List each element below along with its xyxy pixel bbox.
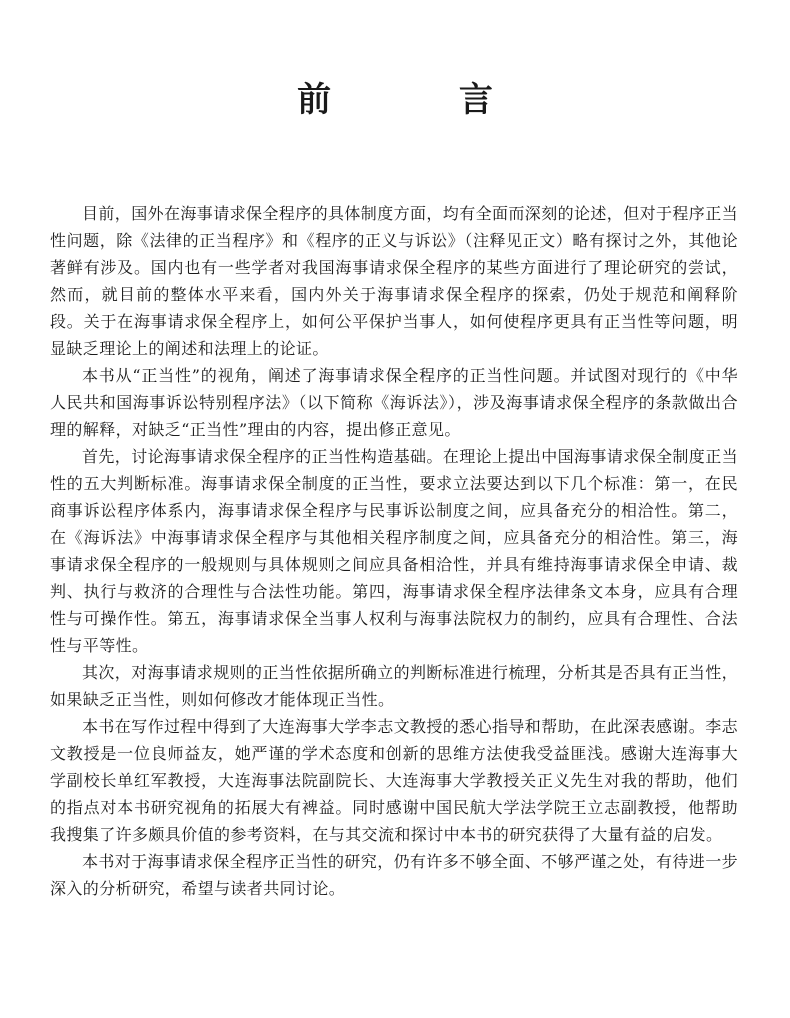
paragraph-4: 其次，对海事请求规则的正当性依据所确立的判断标准进行梳理，分析其是否具有正当性，如果缺乏正当性，则如何修改才能体现正当性。 — [50, 663, 739, 709]
paragraph-1: 目前，国外在海事请求保全程序的具体制度方面，均有全面而深刻的论述，但对于程序正当性问题，除《法律的正当程序》和《程序的正义与诉讼》（注释见正文）略有探讨之外，其他论著鲜有涉及。国内也有一些学者对我国海事请求保全程序的某些方面进行了理论研究的尝试，然而，就目前的整体水平来看，国内外关于海事请求保全程序的探索，仍处于规范和阐释阶段。关于在海事请求保全程序上，如何公平保护当事人，如何使程序更具有正当性等问题，明显缺乏理论上的阐述和法理上的论证。 — [50, 204, 739, 358]
preface-body — [50, 200, 738, 902]
paragraph-3: 首先，讨论海事请求保全程序的正当性构造基础。在理论上提出中国海事请求保全制度正当性的五大判断标准。海事请求保全制度的正当性，要求立法要达到以下几个标准：第一，在民商事诉讼程序体系内，海事请求保全程序与民事诉讼制度之间，应具备充分的相洽性。第二，在《海诉法》中海事请求保全程序与其他相关程序制度之间，应具备充分的相洽性。第三，海事请求保全程序的一般规则与具体规则之间应具备相洽性，并具有维持海事请求保全申请、裁判、执行与救济的合理性与合法性功能。第四，海事请求保全程序法律条文本身，应具有合理性与可操作性。第五，海事请求保全当事人权利与海事法院权力的制约，应具有合理性、合法性与平等性。 — [50, 447, 739, 655]
page-title: 前 言 — [297, 80, 551, 120]
paragraph-5: 本书在写作过程中得到了大连海事大学李志文教授的悉心指导和帮助，在此深表感谢。李志文教授是一位良师益友，她严谨的学术态度和创新的思维方法使我受益匪浅。感谢大连海事大学副校长单红军教授，大连海事法院副院长、大连海事大学教授关正义先生对我的帮助，他们的指点对本书研究视角的拓展大有裨益。同时感谢中国民航大学法学院王立志副教授，他帮助我搜集了许多颇具价值的参考资料，在与其交流和探讨中本书的研究获得了大量有益的启发。 — [50, 717, 739, 844]
paragraph-2: 本书从“正当性”的视角，阐述了海事请求保全程序的正当性问题。并试图对现行的《中华人民共和国海事诉讼特别程序法》（以下简称《海诉法》），涉及海事请求保全程序的条款做出合理的解释，对缺乏“正当性”理由的内容，提出修正意见。 — [50, 366, 738, 439]
paragraph-6: 本书对于海事请求保全程序正当性的研究，仍有许多不够全面、不够严谨之处，有待进一步深入的分析研究，希望与读者共同讨论。 — [50, 852, 739, 898]
